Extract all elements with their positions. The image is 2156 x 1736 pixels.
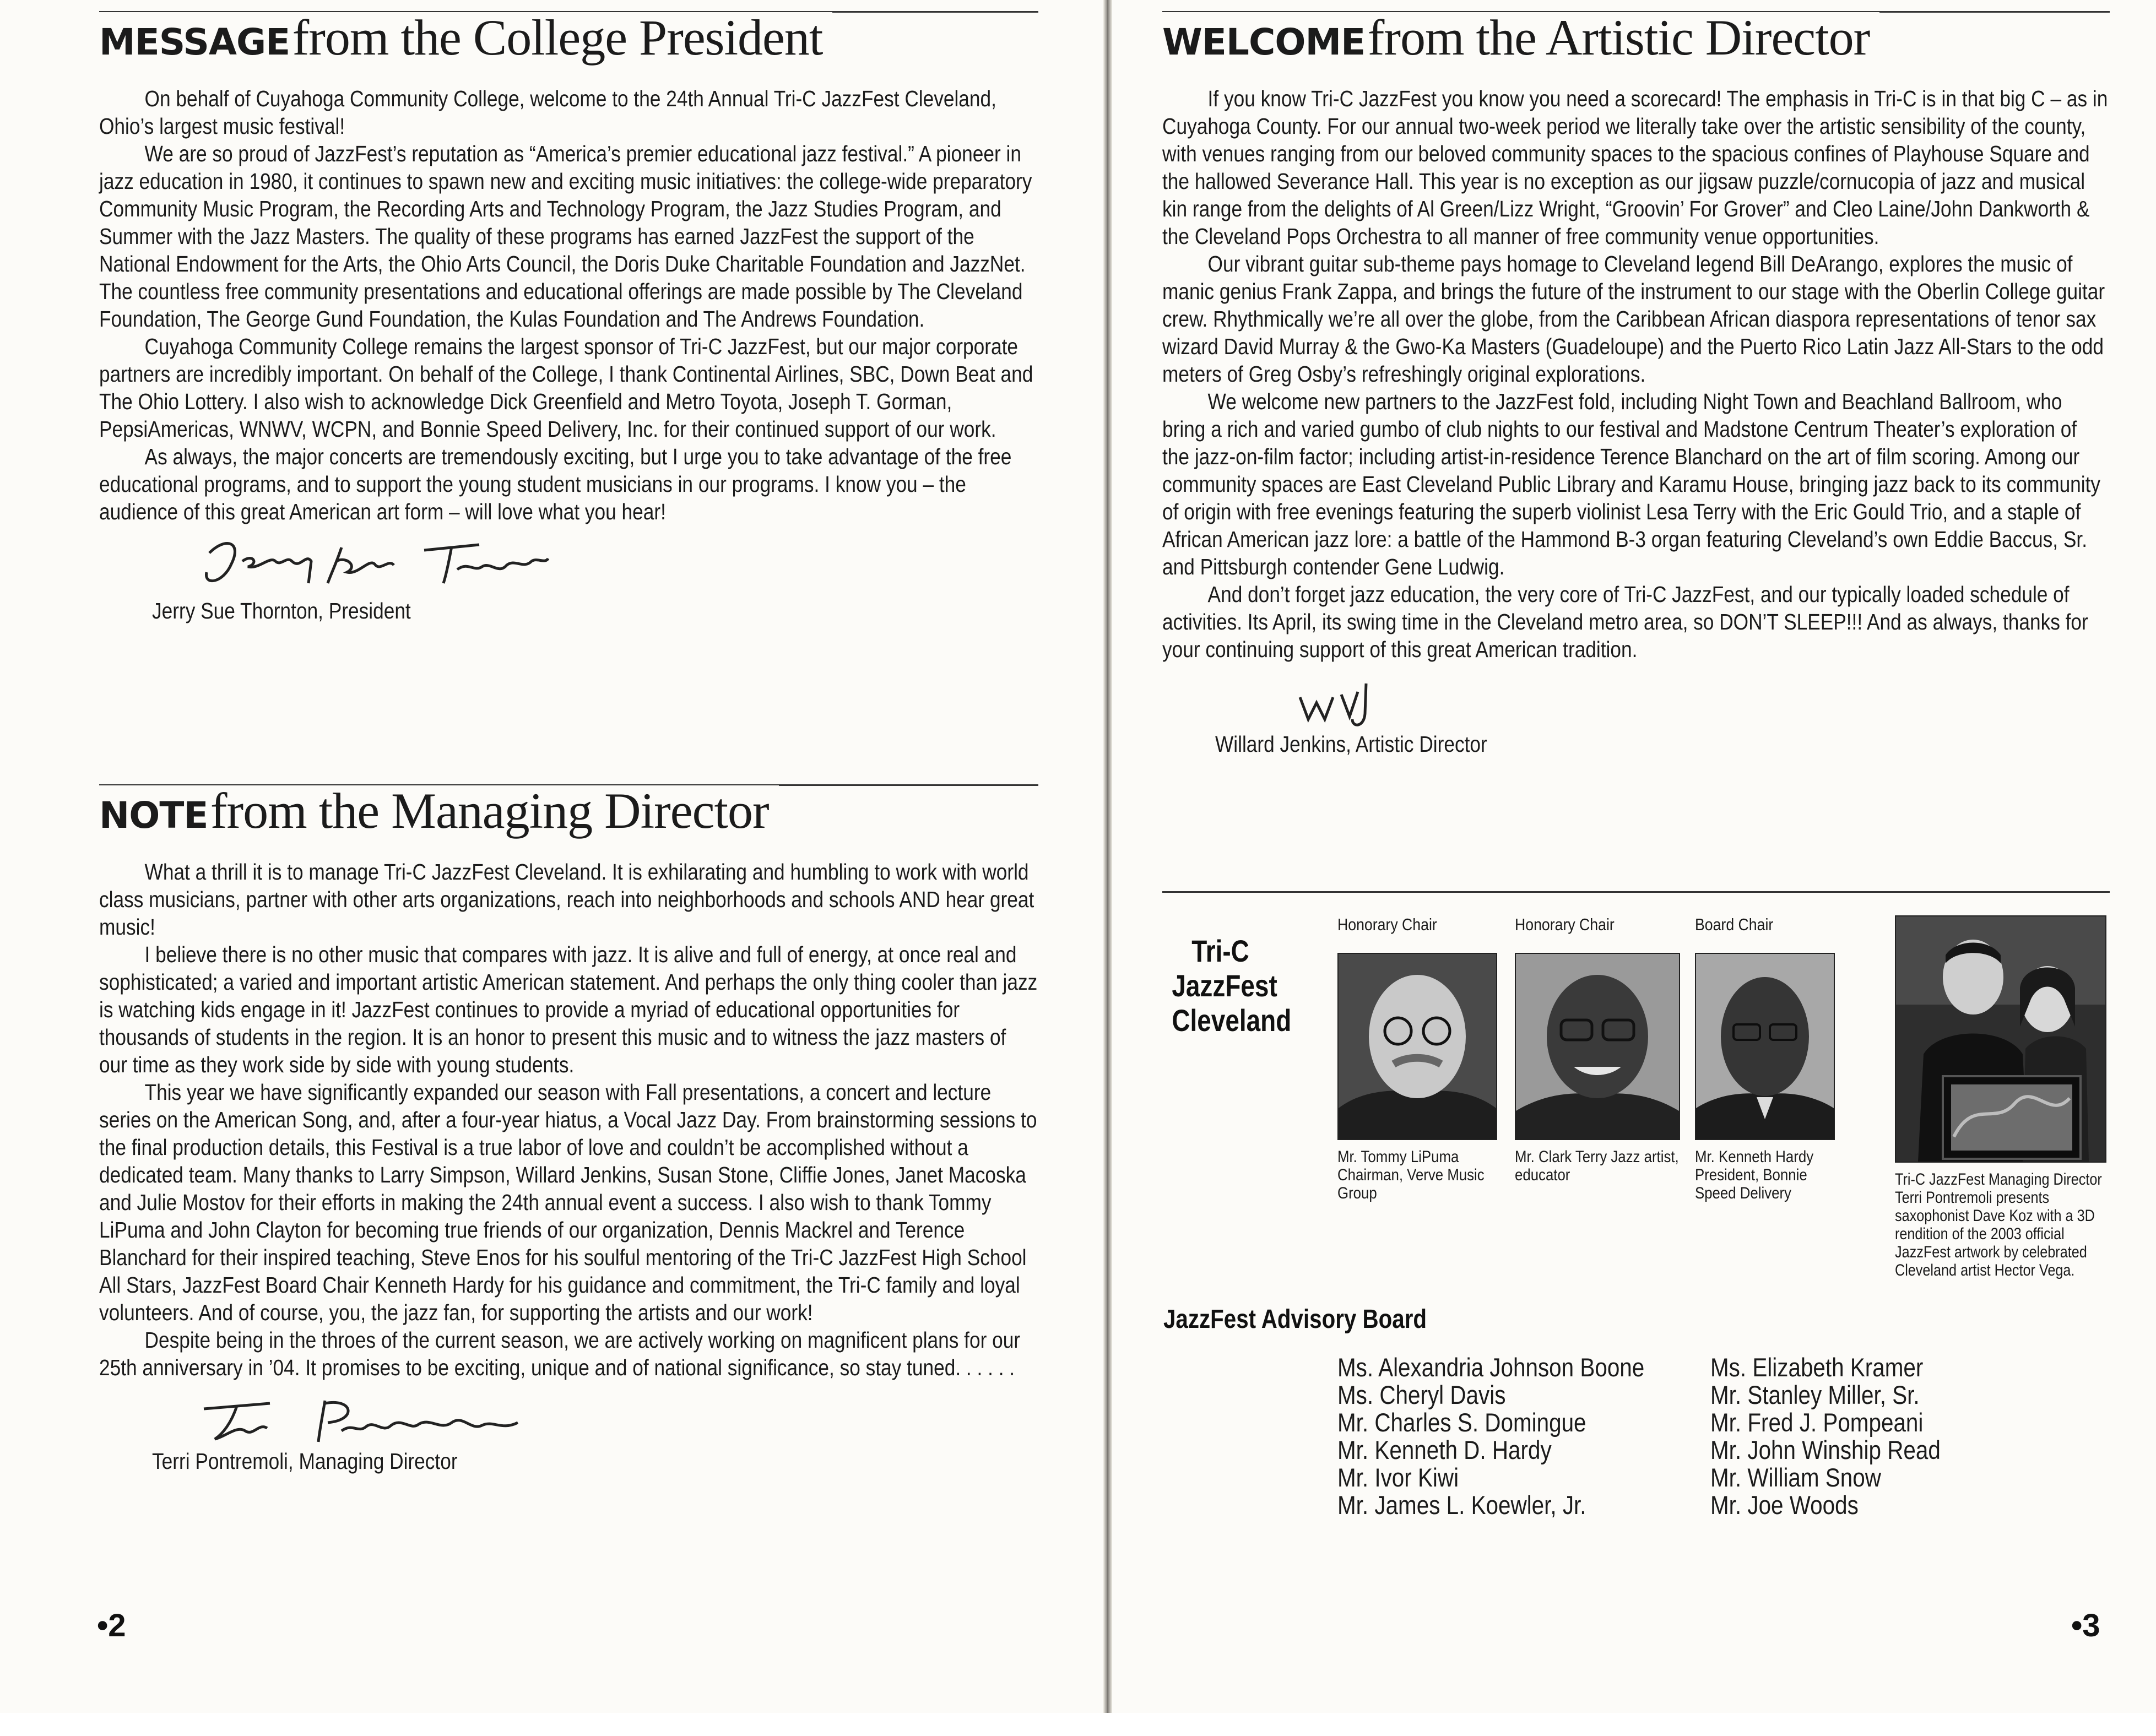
artistic-signature <box>1294 675 2110 730</box>
managing-heading <box>99 781 1038 838</box>
paragraph: And don’t forget jazz education, the very core of Tri-C JazzFest, and our typically loaded schedule of activities. Its April, its swing time in the Cleveland metro area, so DON’T SLEEP!!! And as always, thanks for your continuing support of this great American tradition. <box>1162 582 2088 662</box>
advisory-board-title: JazzFest Advisory Board <box>1163 1305 1427 1334</box>
advisory-member: Mr. Kenneth D. Hardy <box>1337 1435 1552 1464</box>
signature-image <box>1294 675 1405 730</box>
advisory-member: Mr. William Snow <box>1710 1463 1881 1492</box>
advisory-board-column-1 <box>1337 1354 1644 1519</box>
paragraph: Cuyahoga Community College remains the largest sponsor of Tri-C JazzFest, but our major corporate partners are incredibly important. On behalf of the College, I thank Continental Airlines, SBC, Down Beat and The Ohio Lottery. I also wish to acknowledge Dick Greenfield and Metro Toyota, Joseph T. Gorman, PepsiAmericas, WNWV, WCPN, and Bonnie Speed Delivery, Inc. for their continued support of our work. <box>99 334 1033 442</box>
portrait-photo <box>1695 953 1835 1140</box>
chair-caption: Mr. Kenneth Hardy President, Bonnie Speed Delivery <box>1695 1148 1814 1202</box>
paragraph: This year we have significantly expanded our season with Fall presentations, a concert and lecture series on the American Song, and, after a four-year hiatus, a Vocal Jazz Day. From brainstorming sessions to the final production details, this Festival is a true labor of love and couldn’t be accomplished without a dedicated team. Many thanks to Larry Simpson, Willard Jenkins, Susan Stone, Cliffie Jones, Janet Macoska and Julie Mostov for their efforts in making the 24th annual event a success. I also wish to thank Tommy LiPuma and John Clayton for becoming true friends of our organization, Dennis Mackrel and Terence Blanchard for their inspired teaching, Steve Enos for his soulful mentoring of the Tri-C JazzFest High School All Stars, JazzFest Board Chair Kenneth Hardy for his guidance and commitment, the Tri-C family and loyal volunteers. And of course, you, the jazz fan, for supporting the artists and our work! <box>99 1079 1037 1325</box>
chair-caption: Mr. Tommy LiPuma Chairman, Verve Music Group <box>1337 1148 1485 1202</box>
paragraph: We welcome new partners to the JazzFest fold, including Night Town and Beachland Ballroom, who bring a rich and varied gumbo of club nights to our festival and Madstone Centrum Theater’s exploration of the jazz-on-film factor; including artist-in-residence Terence Blanchard on the art of film scoring. Among our community spaces are East Cleveland Public Library and Karamu House, bringing jazz back to its community of origin with free evenings featuring the superb violinist Lesa Terry with the Eric Gould Trio, and a staple of African American jazz lore: a battle of the Hammond B-3 organ featuring Cleveland’s own Eddie Baccus, Sr. and Pittsburgh contender Gene Ludwig. <box>1162 389 2101 579</box>
advisory-member: Mr. John Winship Read <box>1710 1435 1941 1464</box>
portrait-image <box>1696 954 1834 1139</box>
page-number-right: •3 <box>2071 1608 2100 1643</box>
president-signature <box>193 531 1038 597</box>
section-divider <box>1162 891 2110 893</box>
president-message-section <box>99 8 1038 625</box>
advisory-member: Mr. James L. Koewler, Jr. <box>1337 1490 1586 1520</box>
paragraph: Despite being in the throes of the current season, we are actively working on magnificent plans for our 25th anniversary in ’04. It promises to be exciting, unique and of national significance, so stay tuned. . . . . . <box>99 1327 1021 1380</box>
artistic-signoff: Willard Jenkins, Artistic Director <box>1215 731 1487 757</box>
paragraph: On behalf of Cuyahoga Community College, welcome to the 24th Annual Tri-C JazzFest Cleveland, Ohio’s largest music festival! <box>99 86 996 139</box>
artistic-body <box>1162 85 2110 663</box>
chair-portrait-1 <box>1337 914 1497 1202</box>
advisory-member: Mr. Joe Woods <box>1710 1490 1859 1520</box>
paragraph: As always, the major concerts are tremendously exciting, but I urge you to take advantage of the free educational programs, and to support the young student musicians in our programs. I know you – the audience of this great American art form – will love what you hear! <box>99 444 1012 524</box>
president-body <box>99 85 1038 525</box>
managing-signoff: Terri Pontremoli, Managing Director <box>152 1449 458 1474</box>
chair-caption: Mr. Clark Terry Jazz artist, educator <box>1515 1148 1679 1184</box>
advisory-member: Mr. Fred J. Pompeani <box>1710 1408 1924 1437</box>
portrait-image <box>1516 954 1679 1139</box>
artistic-heading <box>1162 8 2110 65</box>
signature-image <box>193 531 551 597</box>
chair-role: Board Chair <box>1695 915 1774 934</box>
advisory-member: Mr. Ivor Kiwi <box>1337 1463 1459 1492</box>
advisory-board-column-2 <box>1710 1354 1941 1519</box>
advisory-member: Ms. Elizabeth Kramer <box>1710 1353 1924 1382</box>
page-number-left: •2 <box>97 1608 126 1643</box>
advisory-member: Mr. Stanley Miller, Sr. <box>1710 1380 1920 1409</box>
paragraph: What a thrill it is to manage Tri-C JazzFest Cleveland. It is exhilarating and humbling to work with world class musicians, partner with other arts organizations, reach into neighborhoods and schools AND hear great music! <box>99 859 1034 940</box>
chair-role: Honorary Chair <box>1515 915 1615 934</box>
president-signoff: Jerry Sue Thornton, President <box>152 598 411 623</box>
chair-portrait-3 <box>1695 914 1838 1202</box>
advisory-member: Ms. Alexandria Johnson Boone <box>1337 1353 1645 1382</box>
center-gutter <box>1103 0 1112 1736</box>
feature-photo <box>1895 915 2106 1163</box>
portrait-photo <box>1515 953 1680 1140</box>
president-heading <box>99 8 1038 65</box>
heading-keyword: MESSAGE <box>99 21 290 63</box>
portrait-photo <box>1337 953 1497 1140</box>
paragraph: I believe there is no other music that compares with jazz. It is alive and full of energy, at once real and sophisticated; a varied and important artistic American statement. And perhaps the only thing cooler than jazz is watching kids engage in it! JazzFest continues to provide a myriad of educational opportunities for thousands of students in the region. It is an honor to present this music and to witness the jazz masters of our time as they work side by side with young students. <box>99 942 1038 1077</box>
heading-title: from the Managing Director <box>210 783 769 839</box>
chair-role: Honorary Chair <box>1337 915 1437 934</box>
chair-portrait-2 <box>1515 914 1680 1184</box>
artistic-director-welcome-section <box>1162 8 2110 758</box>
heading-title: from the College President <box>292 9 823 66</box>
page-bottom-edge <box>0 1713 2156 1736</box>
heading-title: from the Artistic Director <box>1367 9 1870 66</box>
advisory-member: Ms. Cheryl Davis <box>1337 1380 1506 1409</box>
feature-image <box>1896 916 2105 1162</box>
paragraph: We are so proud of JazzFest’s reputation as “America’s premier educational jazz festival.” A pioneer in jazz education in 1980, it continues to spawn new and exciting music initiatives: the college-wide preparatory Community Music Program, the Recording Arts and Technology Program, the Jazz Studies Program, and Summer with the Jazz Masters. The quality of these programs has earned JazzFest the support of the National Endowment for the Arts, the Ohio Arts Council, the Doris Duke Charitable Foundation and JazzNet. The countless free community presentations and educational offerings are made possible by The Cleveland Foundation, The George Gund Foundation, the Kulas Foundation and The Andrews Foundation. <box>99 141 1032 332</box>
signature-image <box>193 1392 534 1447</box>
festival-name: Tri-C JazzFest Cleveland <box>1172 934 1292 1038</box>
paragraph: Our vibrant guitar sub-theme pays homage to Cleveland legend Bill DeArango, explores the music of manic genius Frank Zappa, and brings the future of the instrument to our stage with the Oberlin College guitar crew. Rhythmically we’re all over the globe, from the Caribbean African diaspora representations of tenor sax wizard David Murray & the Gwo-Ka Masters (Guadeloupe) and the Puerto Rico Latin Jazz All-Stars to the odd meters of Greg Osby’s refreshingly original explorations. <box>1162 251 2105 387</box>
managing-signature <box>193 1392 1038 1447</box>
portrait-image <box>1339 954 1496 1139</box>
heading-keyword: NOTE <box>99 794 208 837</box>
paragraph: If you know Tri-C JazzFest you know you need a scorecard! The emphasis in Tri-C is in that big C – as in Cuyahoga County. For our annual two-week period we literally take over the artistic sensibility of the county, with venues ranging from our beloved community spaces to the spacious confines of Playhouse Square and the hallowed Severance Hall. This year is no exception as our jigsaw puzzle/cornucopia of jazz and musical kin range from the delights of Al Green/Lizz Wright, “Groovin’ For Grover” and Cleo Laine/John Dankworth & the Cleveland Pops Orchestra to all manner of free community venue opportunities. <box>1162 86 2108 249</box>
advisory-member: Mr. Charles S. Domingue <box>1337 1408 1586 1437</box>
managing-director-note-section <box>99 781 1038 1475</box>
feature-photo-caption: Tri-C JazzFest Managing Director Terri Pontremoli presents saxophonist Dave Koz with a 3D rendition of the 2003 official JazzFest artwork by celebrated Cleveland artist Hector Vega. <box>1895 1170 2102 1279</box>
heading-keyword: WELCOME <box>1162 21 1366 63</box>
feature-photo-block <box>1895 915 2107 1279</box>
managing-body <box>99 858 1038 1381</box>
